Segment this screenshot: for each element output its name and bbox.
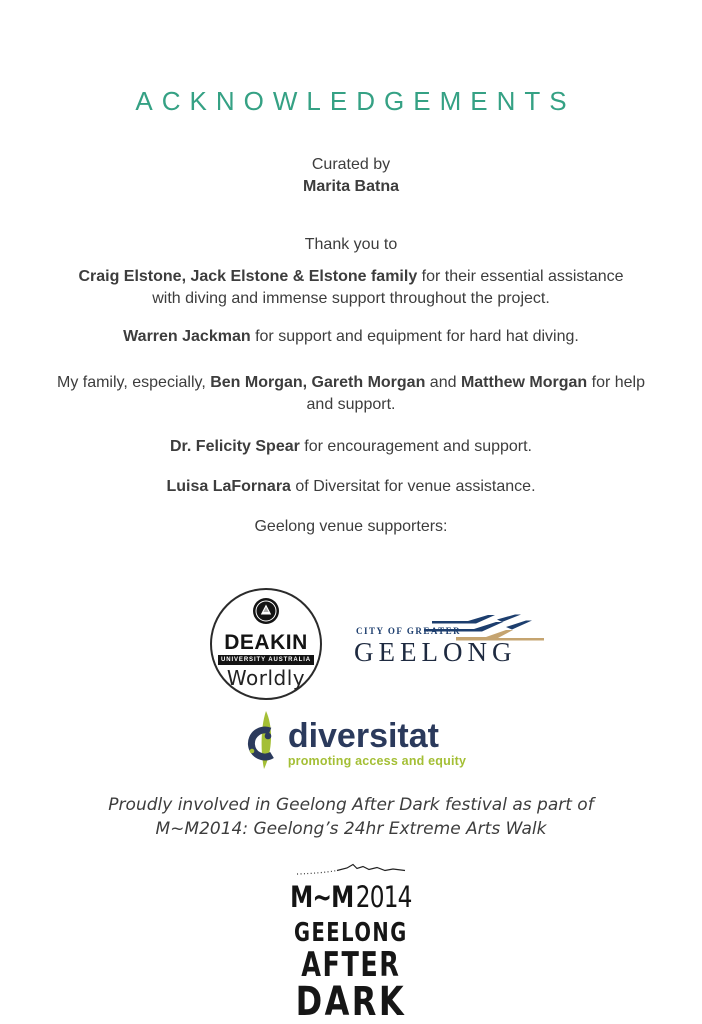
ack-family-mid: and xyxy=(429,374,457,391)
ack-jackman-name: Warren Jackman xyxy=(123,328,251,345)
gad-line-after: AFTER xyxy=(301,945,401,985)
ack-lafornara xyxy=(166,476,535,498)
thank-you-text: Thank you to xyxy=(304,236,398,253)
diversitat-text-block xyxy=(288,719,466,768)
city-of-greater-geelong-logo xyxy=(354,613,544,675)
diversitat-logo xyxy=(236,710,466,777)
curator-name: Marita Batna xyxy=(302,178,400,195)
ack-family xyxy=(55,372,647,416)
deakin-shield-icon xyxy=(253,598,279,629)
mm2014-logo xyxy=(275,863,427,912)
geelong-after-dark-logo xyxy=(275,918,427,1024)
deakin-university-logo xyxy=(210,588,322,700)
deakin-wordmark: DEAKIN xyxy=(224,631,308,655)
festival-note-line2: M~M2014: Geelong’s 24hr Extreme Arts Walk xyxy=(155,819,547,839)
deakin-subtitle: UNIVERSITY AUSTRALIA xyxy=(218,655,314,665)
ack-elstone-names: Craig Elstone, Jack Elstone & Elstone family xyxy=(78,268,418,285)
diversitat-mark-icon xyxy=(236,710,282,777)
ack-family-names-1: Ben Morgan, Gareth Morgan xyxy=(210,374,426,391)
gad-line-dark: DARK xyxy=(295,979,407,1024)
curated-by-label: Curated by xyxy=(311,156,391,173)
mm2014-mm: M~M xyxy=(290,880,354,914)
ack-jackman-text: for support and equipment for hard hat diving. xyxy=(255,328,579,345)
ack-spear-text: for encouragement and support. xyxy=(304,438,532,455)
supporters-heading: Geelong venue supporters: xyxy=(254,518,448,535)
festival-note-line1: Proudly involved in Geelong After Dark festival as part of xyxy=(108,795,594,815)
ack-family-post: for help and support. xyxy=(306,374,645,413)
geelong-city-label: CITY OF GREATER xyxy=(356,626,462,636)
curated-by-block xyxy=(303,154,399,198)
gad-line-geelong: GEELONG xyxy=(294,918,408,948)
deakin-tagline: Worldly xyxy=(226,665,306,690)
ack-lafornara-text: of Diversitat for venue assistance. xyxy=(295,478,536,495)
mm2014-text xyxy=(290,880,412,914)
ack-family-names-2: Matthew Morgan xyxy=(460,374,588,391)
ack-family-pre: My family, especially, xyxy=(56,374,206,391)
festival-note xyxy=(108,793,593,841)
diversitat-wordmark: diversitat xyxy=(287,717,439,755)
geelong-wordmark: GEELONG xyxy=(354,637,517,667)
mm2014-year: 2014 xyxy=(355,880,412,914)
ack-spear xyxy=(170,436,532,458)
ack-elstone xyxy=(64,266,639,310)
venue-supporter-logos xyxy=(210,588,544,700)
diversitat-tagline: promoting access and equity xyxy=(287,754,467,768)
page-title: ACKNOWLEDGEMENTS xyxy=(135,86,576,116)
ack-jackman xyxy=(123,326,579,348)
ack-elstone-text: for their essential assistance with diving and immense support throughout the project. xyxy=(152,268,624,307)
ack-spear-name: Dr. Felicity Spear xyxy=(170,438,300,455)
ack-lafornara-name: Luisa LaFornara xyxy=(166,478,291,495)
